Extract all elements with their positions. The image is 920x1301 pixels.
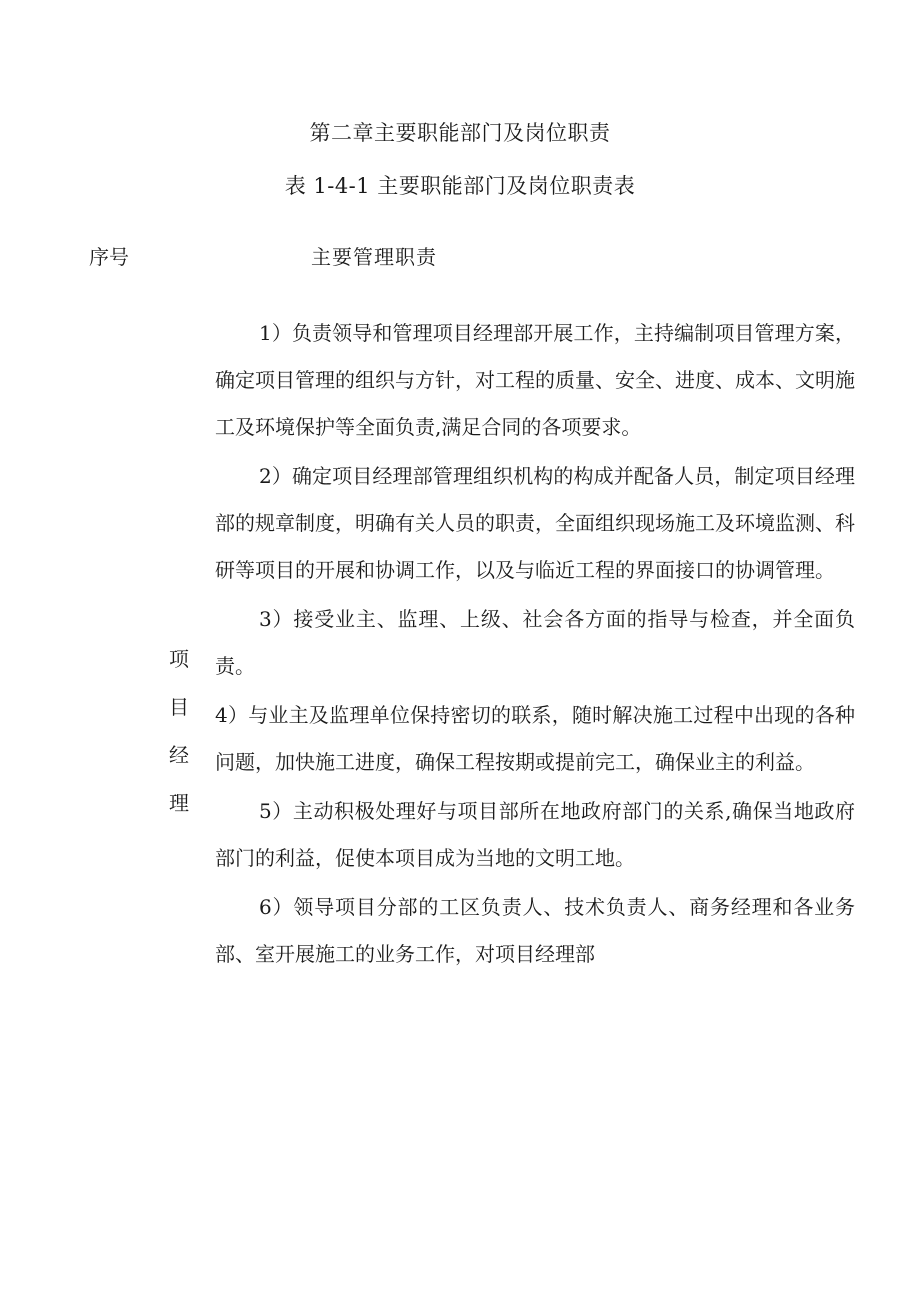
table-title: 表 1-4-1 主要职能部门及岗位职责表 <box>284 174 636 198</box>
column-header-sequence: 序号 <box>89 245 129 269</box>
duty-item-5: 5）主动积极处理好与项目部所在地政府部门的关系,确保当地政府部门的利益，促使本项目成为当地的文明工地。 <box>215 799 855 870</box>
duty-item-6: 6）领导项目分部的工区负责人、技术负责人、商务经理和各业务部、室开展施工的业务工作，对项目经理部 <box>215 895 855 966</box>
duties-list <box>215 310 855 978</box>
role-label-project-manager <box>165 645 193 837</box>
column-header-duties: 主要管理职责 <box>311 245 437 269</box>
role-char: 目 <box>169 695 189 719</box>
duty-item-3: 3）接受业主、监理、上级、社会各方面的指导与检查，并全面负责。 <box>215 607 855 678</box>
duty-item-2: 2）确定项目经理部管理组织机构的构成并配备人员，制定项目经理部的规章制度，明确有关人员的职责，全面组织现场施工及环境监测、科研等项目的开展和协调工作，以及与临近工程的界面接口的协调管理。 <box>215 464 855 582</box>
duty-item-4: 4）与业主及监理单位保持密切的联系，随时解决施工过程中出现的各种问题，加快施工进度，确保工程按期或提前完工，确保业主的利益。 <box>215 703 855 774</box>
role-char: 项 <box>169 647 189 671</box>
role-char: 理 <box>169 791 189 815</box>
role-char: 经 <box>169 743 189 767</box>
chapter-title: 第二章主要职能部门及岗位职责 <box>309 121 611 145</box>
duty-item-1: 1）负责领导和管理项目经理部开展工作，主持编制项目管理方案，确定项目管理的组织与方针，对工程的质量、安全、进度、成本、文明施工及环境保护等全面负责,满足合同的各项要求。 <box>215 321 855 439</box>
